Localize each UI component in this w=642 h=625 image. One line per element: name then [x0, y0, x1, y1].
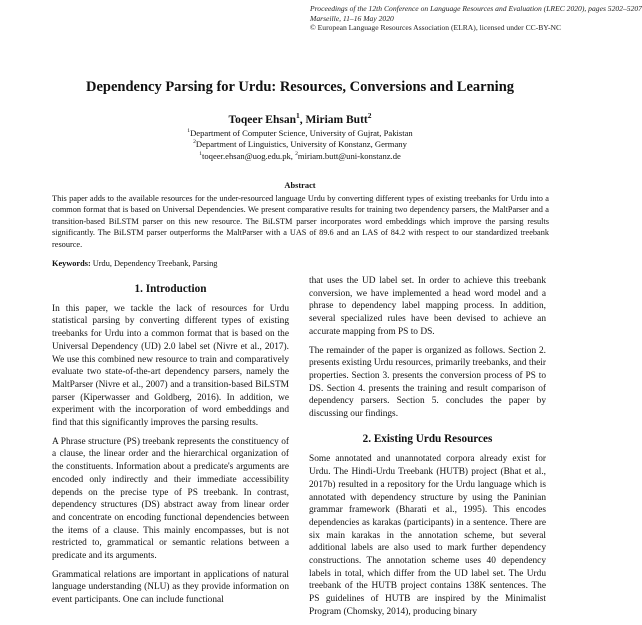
body-paragraph: The remainder of the paper is organized as follows. Section 2. presents existing Urdu resources, primarily treebanks, and their properties. Section 3. presents the conversion process of PS to DS. Section 4. presents the training and result comparison of dependency parsers. Section 5. concludes the paper by discussing our findings. [309, 345, 546, 420]
email-text: miriam.butt@uni-konstanz.de [297, 150, 401, 161]
author-list [0, 111, 600, 126]
body-paragraph: Some annotated and unannotated corpora already exist for Urdu. The Hindi-Urdu Treebank (HUTB) project (Bhat et al., 2017b) resulted in a repository for the Urdu language which is annotated with dependency structure by using the Paninian grammar framework (Bharati et al., 1995). This encodes dependencies as karakas (participants) in a sentence. There are six main karakas in the annotation scheme, but several additional labels are also used to mark further dependency constructions. The annotation scheme uses 40 dependency labels in total, which differ from the UD label set. The Urdu treebank of the HUTB project contains 138K sentences. The PS guidelines of HUTB are inspired by the Minimalist Program (Chomsky, 2014), producing binary [309, 454, 546, 617]
author-name: Miriam Butt [305, 114, 368, 126]
affiliation-mark: 1 [187, 128, 191, 135]
body-paragraph: Grammatical relations are important in applications of natural language understanding (NLU) as they provide information on event participants. One can include functional [52, 569, 289, 606]
body-paragraph: In this paper, we tackle the lack of resources for Urdu statistical parsing by converting different types of existing treebanks for Urdu into a common format that is based on the Universal Dependency (UD) 2.0 label set (Nivre et al., 2017). We use this combined new resource to train and comparatively evaluate two state-of-the-art dependency parsers, namely the MaltParser (Nivre et al., 2007) and a transition-based BiLSTM parser (Kiperwasser and Goldberg, 2016). In addition, we experiment with the incorporation of word embeddings and find that this significantly improves the parsing results. [52, 303, 289, 429]
keywords-text: Urdu, Dependency Treebank, Parsing [90, 259, 218, 268]
author-separator: , [299, 114, 306, 126]
body-paragraph: A Phrase structure (PS) treebank represents the constituency of a clause, the linear order and the hierarchical organization of the constituents. Information about a predicate's arguments are encoded only indirectly and their immediate accessibility depends on the precise type of PS treebank. In contrast, dependency structures (DS) abstract away from linear order and concentrate on encoding functional dependencies between the items of a clause. This mainly encompasses, but is not restricted to, grammatical or semantic relations between a predicate and its arguments. [52, 436, 289, 562]
affiliation-mark: 1 [295, 111, 300, 121]
left-column [52, 283, 289, 613]
affiliation-line [0, 128, 600, 139]
keywords-line [52, 259, 549, 268]
author-name: Toqeer Ehsan [228, 114, 296, 126]
proceedings-header [310, 4, 642, 33]
venue-date-line: Marseille, 11–16 May 2020 [310, 13, 394, 23]
abstract-text: This paper adds to the available resources for the under-resourced language Urdu by converting different types of existing treebanks for Urdu into a common format that is based on Universal Dependencies. We present comparative results for training two dependency parsers, the MaltParser and a transition-based BiLSTM parser on this new resource. The BiLSTM parser incorporates word embeddings which improve the parsing results significantly. The BiLSTM parser outperforms the MaltParser with a UAS of 89.6 and an LAS of 84.2 with respect to our standardized treebank resource. [52, 194, 549, 249]
affiliation-mark: 1 [199, 150, 202, 157]
abstract-heading: Abstract [284, 181, 316, 190]
email-text: toqeer.ehsan@uog.edu.pk, [201, 150, 296, 161]
section-heading: 2. Existing Urdu Resources [362, 432, 493, 445]
affiliation-text: Department of Computer Science, University of Gujrat, Pakistan [190, 128, 413, 138]
section-heading: 1. Introduction [134, 283, 207, 295]
affiliation-mark: 2 [367, 111, 372, 121]
paper-title: Dependency Parsing for Urdu: Resources, Conversions and Learning [85, 79, 515, 95]
affiliation-mark: 2 [295, 150, 298, 157]
affiliation-mark: 2 [193, 139, 196, 146]
affiliations [0, 128, 600, 162]
email-line [0, 151, 600, 162]
license-line: © European Language Resources Association (ELRA), licensed under CC-BY-NC [310, 23, 562, 33]
proceedings-line: Proceedings of the 12th Conference on Language Resources and Evaluation (LREC 2020), pages 5202–5207 [310, 4, 642, 13]
keywords-label: Keywords: [52, 259, 91, 268]
right-column [309, 275, 546, 625]
affiliation-line [0, 139, 600, 150]
body-paragraph: that uses the UD label set. In order to achieve this treebank conversion, we have implemented a head word model and a phrase to dependency label mapping process. In addition, several specialized rules have been devised to achieve an accurate mapping from PS to DS. [309, 276, 546, 337]
affiliation-text: Department of Linguistics, University of Konstanz, Germany [195, 139, 407, 150]
